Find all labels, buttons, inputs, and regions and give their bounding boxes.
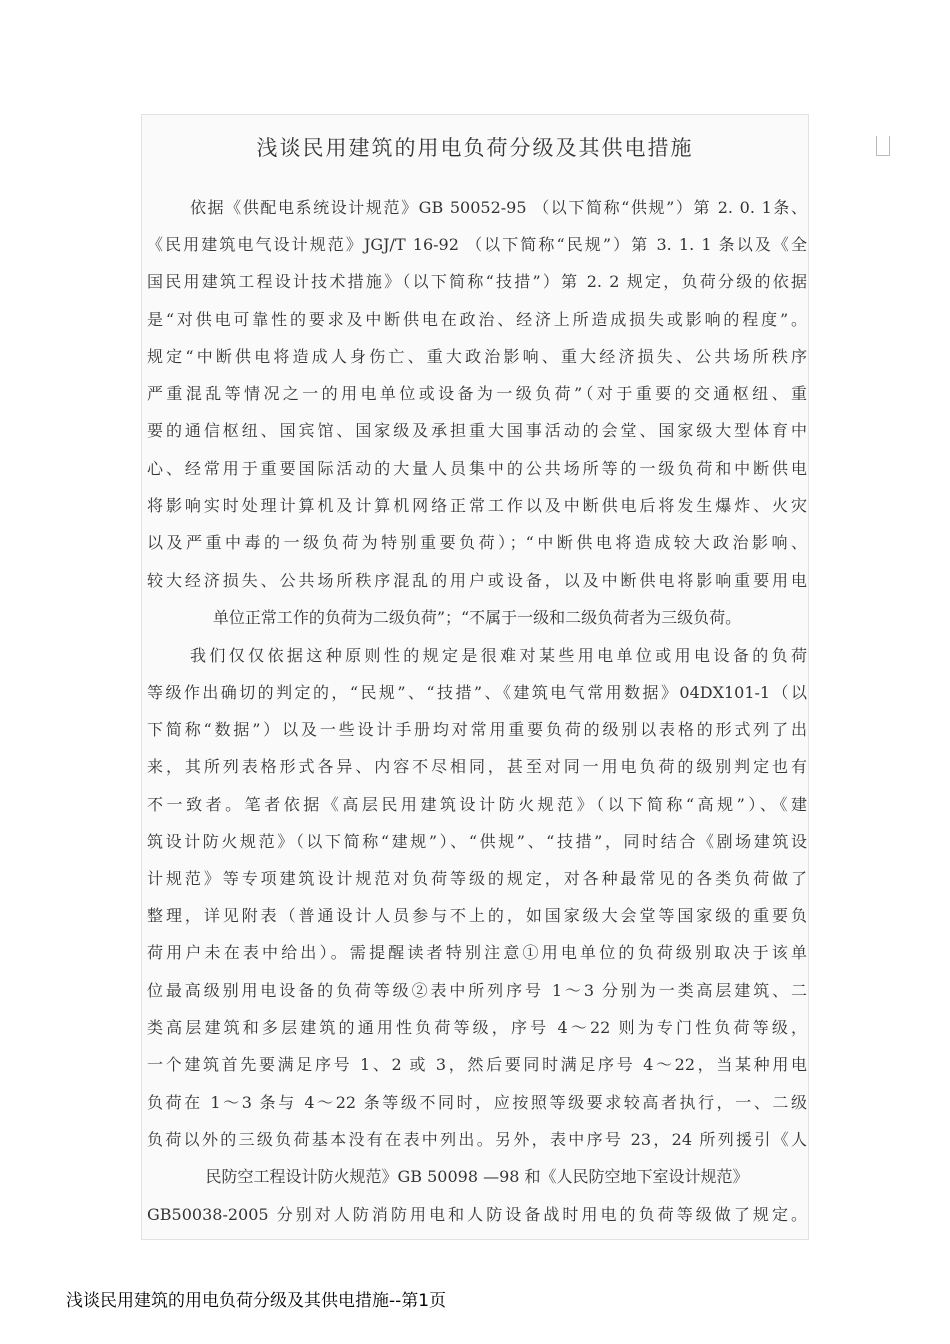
paragraph-line: 将影响实时处理计算机及计算机网络正常工作以及中断供电后将发生爆炸、火灾 — [147, 496, 807, 515]
paragraph-line: 荷用户未在表中给出）。需提醒读者特别注意①用电单位的负荷级别取决于该单 — [147, 943, 807, 962]
paragraph-line: 国民用建筑工程设计技术措施》（以下简称“技措”）第 2. 2 规定，负荷分级的依据 — [147, 272, 807, 291]
paragraph-line: 我们仅仅依据这种原则性的规定是很难对某些用电单位或用电设备的负荷 — [190, 646, 807, 665]
document-title: 浅谈民用建筑的用电负荷分级及其供电措施 — [256, 136, 694, 160]
paragraph-line: 来，其所列表格形式各异、内容不尽相同，甚至对同一用电负荷的级别判定也有 — [147, 757, 807, 776]
paragraph-line: 位最高级别用电设备的负荷等级②表中所列序号 1～3 分别为一类高层建筑、二 — [147, 981, 807, 1000]
paragraph-line: 严重混乱等情况之一的用电单位或设备为一级负荷”（对于重要的交通枢纽、重 — [147, 384, 807, 403]
paragraph-line: GB50038-2005 分别对人防消防用电和人防设备战时用电的负荷等级做了规定。 — [147, 1205, 807, 1224]
paragraph-line: 依据《供配电系统设计规范》GB 50052-95 （以下简称“供规”）第 2. 0. 1条、 — [190, 198, 807, 217]
paragraph-line: 筑设计防火规范》（以下简称“建规”）、“供规”、“技措”，同时结合《剧场建筑设 — [147, 832, 807, 851]
paragraph-line: 一个建筑首先要满足序号 1、2 或 3，然后要同时满足序号 4～22，当某种用电 — [147, 1055, 807, 1074]
page-footer: 浅谈民用建筑的用电负荷分级及其供电措施--第1页 — [66, 1291, 447, 1311]
paragraph-line: 负荷以外的三级负荷基本没有在表中列出。另外，表中序号 23，24 所列援引《人 — [147, 1130, 807, 1149]
paragraph-line: 整理，详见附表（普通设计人员参与不上的，如国家级大会堂等国家级的重要负 — [147, 906, 807, 925]
paragraph-line: 是“对供电可靠性的要求及中断供电在政治、经济上所造成损失或影响的程度”。 — [147, 310, 807, 329]
paragraph-line: 不一致者。笔者依据《高层民用建筑设计防火规范》（以下简称“高规”）、《建 — [147, 795, 807, 814]
paragraph-line: 心、经常用于重要国际活动的大量人员集中的公共场所等的一级负荷和中断供电 — [147, 459, 807, 478]
paragraph-line: 单位正常工作的负荷为二级负荷”；“不属于一级和二级负荷者为三级负荷。 — [212, 608, 742, 627]
paragraph-line: 要的通信枢纽、国宾馆、国家级及承担重大国事活动的会堂、国家级大型体育中 — [147, 421, 807, 440]
paragraph-line: 计规范》等专项建筑设计规范对负荷等级的规定，对各种最常见的各类负荷做了 — [147, 869, 807, 888]
paragraph-line: 以及严重中毒的一级负荷为特别重要负荷）；“中断供电将造成较大政治影响、 — [147, 533, 807, 552]
paragraph-line: 《民用建筑电气设计规范》JGJ/T 16-92 （以下简称“民规”）第 3. 1. 1 条以及《全 — [147, 235, 807, 254]
paragraph-line: 规定“中断供电将造成人身伤亡、重大政治影响、重大经济损失、公共场所秩序 — [147, 347, 807, 366]
paragraph-line: 民防空工程设计防火规范》GB 50098 —98 和《人民防空地下室设计规范》 — [205, 1167, 749, 1186]
paragraph-line: 负荷在 1～3 条与 4～22 条等级不同时，应按照等级要求较高者执行，一、二级 — [147, 1093, 807, 1112]
paragraph-line: 较大经济损失、公共场所秩序混乱的用户或设备，以及中断供电将影响重要用电 — [147, 571, 807, 590]
paragraph-line: 下简称“数据”）以及一些设计手册均对常用重要负荷的级别以表格的形式列了出 — [147, 720, 807, 739]
paragraph-line: 等级作出确切的判定的，“民规”、“技措”、《建筑电气常用数据》04DX101-1（以 — [147, 683, 807, 702]
paragraph-line: 类高层建筑和多层建筑的通用性负荷等级，序号 4～22 则为专门性负荷等级， — [147, 1018, 807, 1037]
